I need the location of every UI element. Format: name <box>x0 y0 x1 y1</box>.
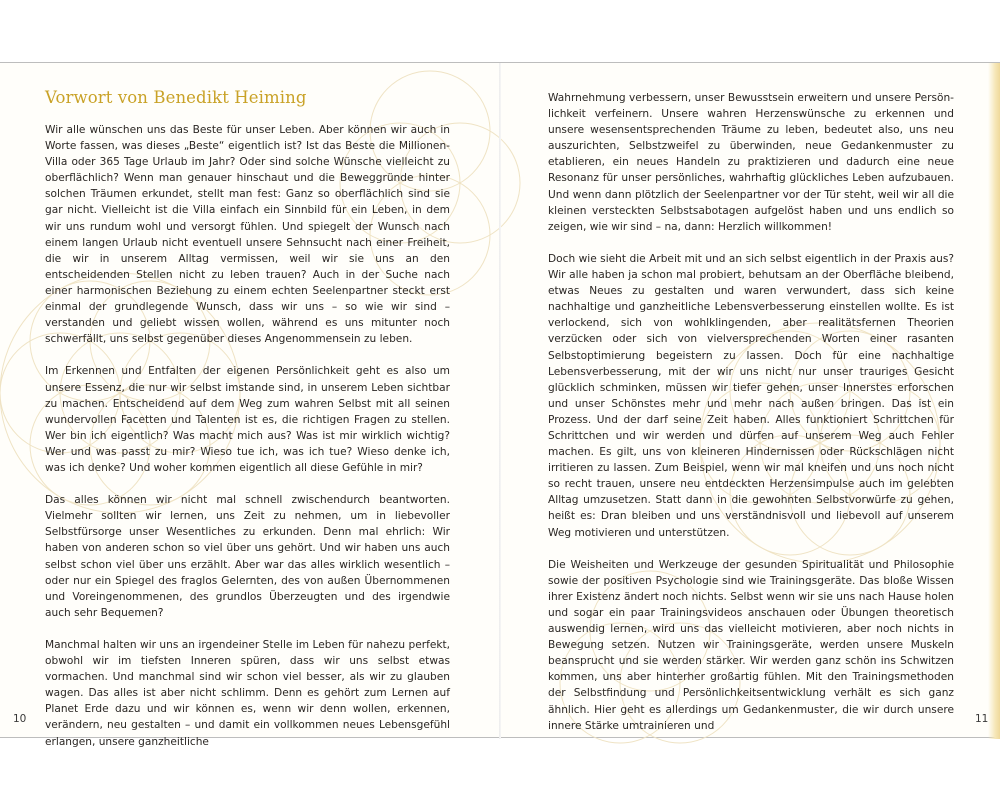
paragraph: Die Weisheiten und Werkzeuge der gesunden Spiritualität und Philosophie sowie der positiven Psychologie sind wie Trainingsgeräte. Das bloße Wissen ihrer Existenz ändert noch nichts. Selbst wenn wir sie uns nach Hause holen und sogar ein paar Trainingsvideos anschauen oder Übungen theoretisch auswendig lernen, wird uns das vielleicht motivieren, aber noch nichts in Bewegung setzen. Nutzen wir Trainingsgeräte, werden unsere Muskeln beansprucht und sie werden stärker. Wir werden ganz schön ins Schwitzen kommen, uns aber hinterher großartig fühlen. Mit den Trainingsmethoden der Selbstfindung und Persönlichkeitsentwicklung verhält es sich ganz ähnlich. Hier geht es allerdings um Gedankenmuster, die wir durch unsere innere Stärke umtrainieren und <box>548 558 954 732</box>
paragraph: Doch wie sieht die Arbeit mit und an sich selbst eigentlich in der Praxis aus? Wir alle haben ja schon mal probiert, behutsam an der Oberfläche bleibend, etwas Neues zu gestalten und waren verwundert, dass sich keine nachhaltige und ganzheitliche Lebensverbesserung einstellen wollte. Es ist verlockend, sich von wohlklingenden, aber realitätsfernen Theorien verzücken oder sich von vielversprechenden Worten einer rasanten Selbstoptimierung begeistern zu lassen. Doch für eine nachhaltige Lebensverbesserung, mit der wir uns nicht nur unser trauriges Gesicht glücklich schminken, müssen wir tiefer gehen, unser Innerstes erforschen und unser Schönstes mehr und mehr nach außen bringen. Das ist ein Prozess. Und der darf seine Zeit haben. Alles funktioniert Schrittchen für Schrittchen und wir werden und dürfen auf unserem Weg auch Fehler machen. Es gilt, uns von kleineren Hindernissen oder Rückschlägen nicht irritieren zu lassen. Zum Beispiel, wenn wir mal kneifen und uns noch nicht so recht trauen, unsere neu entdeckten Herzensimpulse auch im gelebten Alltag umzusetzen. Statt dann in die gewohnten Selbstvorwürfe zu gehen, heißt es: Dran bleiben und uns verständnisvoll und liebevoll auf unserem Weg motivieren und unterstützen. <box>548 252 954 539</box>
left-page <box>0 63 499 748</box>
paragraph: Wahrnehmung verbessern, unser Bewusstsein erweitern und unsere Persönlichkeit verfeinern. Unsere wahren Herzenswünsche zu erkennen und unsere wesensentsprechenden Träume zu leben, bedeutet also, uns neu auszurichten, Selbstzweifel zu überwinden, neue Gedankenmuster zu etablieren, ein neues Handeln zu praktizieren und dadurch eine neue Resonanz für unser persönliches, wahrhaftig glückliches Leben aufzubauen. Und wenn dann plötzlich der Seelenpartner vor der Tür steht, weil wir all die kleinen versteckten Selbstsabotagen aufgelöst haben und uns endlich so zeigen, wie wir sind – na, dann: Herzlich willkommen! <box>548 92 954 233</box>
paragraph: Manchmal halten wir uns an irgendeiner Stelle im Leben für nahezu perfekt, obwohl wir im tiefsten Inneren spüren, dass wir uns selbst etwas vormachen. Und manchmal sind wir schon viel besser, als wir zu glauben wagen. Das alles ist aber nicht schlimm. Denn es gehört zum Lernen auf Planet Erde dazu und wir können es, wenn wir denn wollen, erkennen, verändern, neu gestalten – und damit ein vollkommen neues Lebensgefühl erlangen, unsere ganzheitliche <box>45 639 450 748</box>
page-edge-glow <box>988 63 1000 739</box>
page-number-right: 11 <box>975 713 989 725</box>
page-number-left: 10 <box>13 713 27 725</box>
chapter-heading: Vorwort von Benedikt Heiming <box>45 88 307 107</box>
paragraph: Das alles können wir nicht mal schnell zwischendurch beantworten. Vielmehr sollten wir lernen, uns Zeit zu nehmen, um in liebevoller Selbstfürsorge unser Wesentliches zu erkunden. Denn mal ehrlich: Wir haben von anderen schon so viel über uns gehört. Und wir haben uns auch selbst schon viel über uns erzählt. Aber war das alles wirklich wesentlich – oder nur ein Spiegel des fraglos Gelernten, des von außen Übernommenen und Voreingenommenen, des grundlos Überzeugten und des irgendwie auch sehr Bequemen? <box>45 494 450 619</box>
paragraph: Im Erkennen und Entfalten der eigenen Persönlichkeit geht es also um unsere Essenz, die nur wir selbst imstande sind, in unserem Leben sichtbar zu machen. Entscheidend auf dem Weg zum wahren Selbst mit all seinen wundervollen Facetten und Talenten ist es, die richtigen Fragen zu stellen. Wer bin ich eigentlich? Was macht mich aus? Was ist mir wirklich wichtig? Wer und was passt zu mir? Wieso tue ich, was ich tue? Wieso denke ich, was ich denke? Und woher kommen eigentlich all diese Gefühle in mir? <box>45 365 450 474</box>
paragraph: Wir alle wünschen uns das Beste für unser Leben. Aber können wir auch in Worte fassen, was dieses „Beste“ eigentlich ist? Ist das Beste die Millionen-Villa oder 365 Tage Urlaub im Jahr? Oder sind solche Wünsche vielleicht zu oberflächlich? Wenn man genauer hinschaut und die Beweggründe hinter solchen Träumen erkundet, stellt man fest: Ganz so oberflächlich sind sie gar nicht. Vielleicht ist die Villa einfach ein Sinnbild für ein Leben, in dem wir uns rundum wohl und versorgt fühlen. Und spiegelt der Wunsch nach einem langen Urlaub nicht eventuell unsere Sehnsucht nach einer Freiheit, die wir in unserem Alltag vermissen, weil wir sie uns an den entscheidenden Stellen nicht zu leben trauen? Auch in der Suche nach einer harmonischen Beziehung zu einem echten Seelenpartner steckt erst einmal der grundlegende Wunsch, dass wir uns – so wie wir sind – verstanden und geliebt wissen wollen, während es uns mitunter noch schwerfällt, uns selbst gegenüber dieses Angenommensein zu leben. <box>45 124 450 346</box>
right-page <box>501 63 1000 739</box>
left-page-body <box>45 122 450 750</box>
right-page-body <box>548 90 954 734</box>
book-spread <box>0 62 1000 748</box>
